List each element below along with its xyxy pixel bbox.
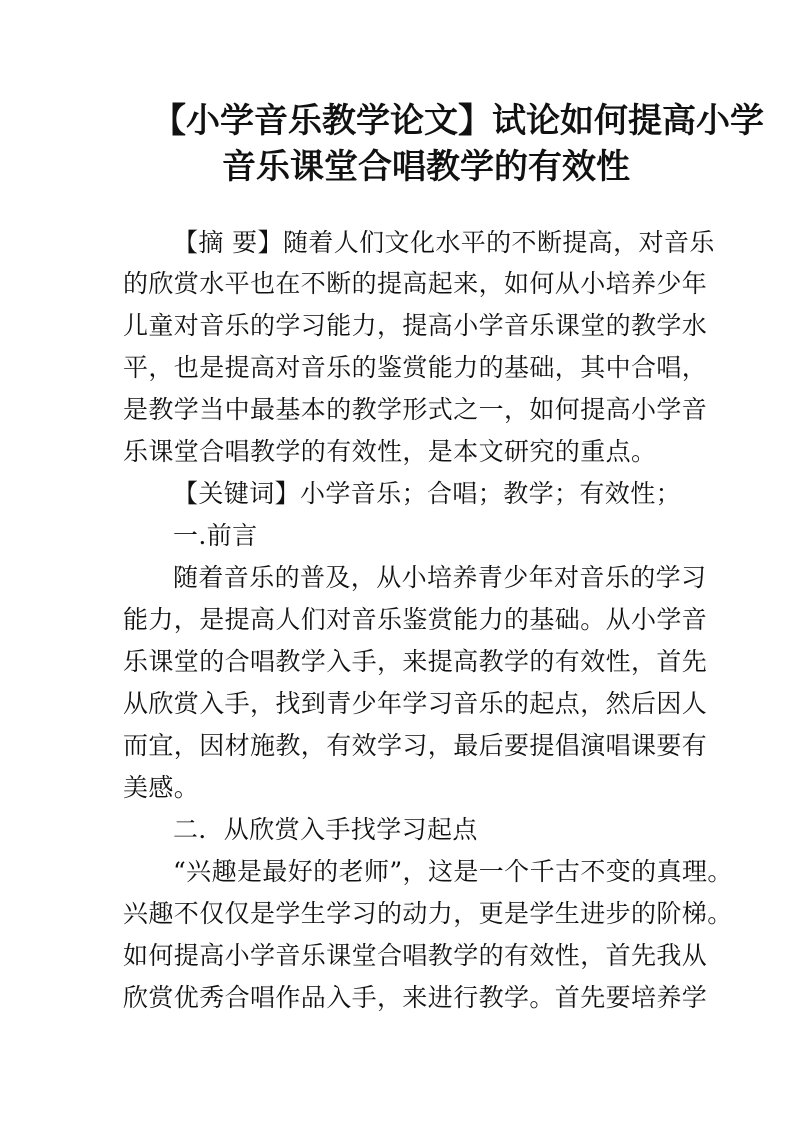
abstract-line: 是教学当中最基本的教学形式之一，如何提高小学音	[123, 395, 708, 424]
section-heading-1: 一.前言	[173, 521, 258, 550]
abstract-line: 【摘 要】随着人们文化水平的不断提高，对音乐	[173, 228, 715, 257]
paragraph-line: 而宜，因材施教，有效学习，最后要提倡演唱课要有	[123, 731, 708, 760]
abstract-line: 平，也是提高对音乐的鉴赏能力的基础，其中合唱，	[123, 353, 708, 382]
abstract-line: 的欣赏水平也在不断的提高起来，如何从小培养少年	[123, 269, 708, 298]
paragraph-line: 乐课堂的合唱教学入手，来提高教学的有效性，首先	[123, 647, 708, 676]
paragraph-line: 美感。	[123, 773, 200, 802]
paragraph-line: 能力，是提高人们对音乐鉴赏能力的基础。从小学音	[123, 605, 708, 634]
paragraph-line: 从欣赏入手，找到青少年学习音乐的起点，然后因人	[123, 689, 708, 718]
paragraph-line: 如何提高小学音乐课堂合唱教学的有效性，首先我从	[123, 941, 708, 970]
paragraph-line: 随着音乐的普及，从小培养青少年对音乐的学习	[173, 563, 707, 592]
abstract-line: 儿童对音乐的学习能力，提高小学音乐课堂的教学水	[123, 311, 708, 340]
document-title-line-2: 音乐课堂合唱教学的有效性	[222, 147, 630, 187]
abstract-line: 乐课堂合唱教学的有效性，是本文研究的重点。	[123, 437, 657, 466]
paragraph-line: 欣赏优秀合唱作品入手，来进行教学。首先要培养学	[123, 983, 708, 1012]
document-title-line-1: 【小学音乐教学论文】试论如何提高小学	[152, 101, 764, 141]
paragraph-line: “兴趣是最好的老师”，这是一个千古不变的真理。	[173, 857, 733, 886]
section-heading-2: 二．从欣赏入手找学习起点	[173, 815, 478, 844]
keywords-line: 【关键词】小学音乐；合唱；教学；有效性；	[173, 479, 682, 508]
paragraph-line: 兴趣不仅仅是学生学习的动力，更是学生进步的阶梯。	[123, 899, 733, 928]
